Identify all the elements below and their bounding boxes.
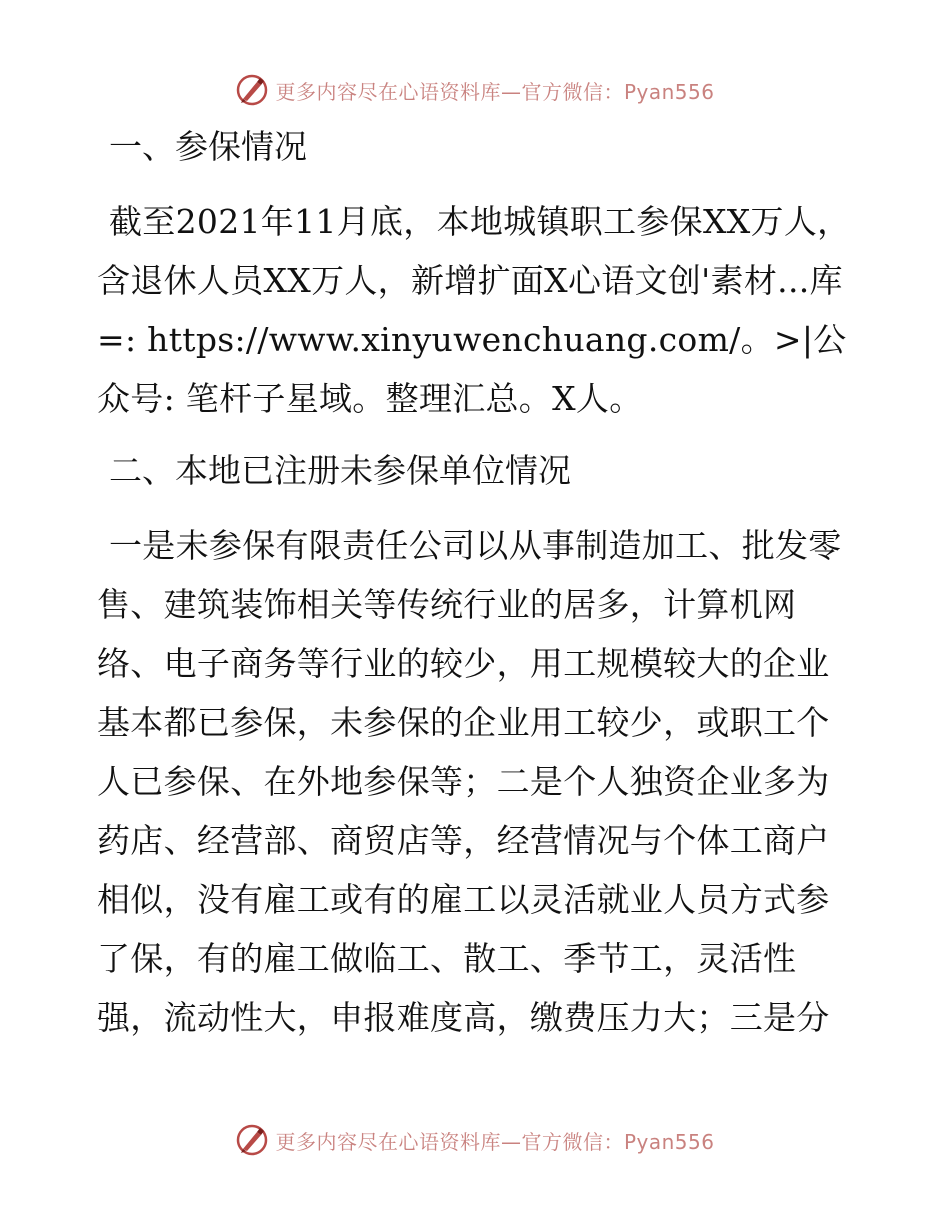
section-heading-unregistered: 二、本地已注册未参保单位情况 [109,451,571,490]
document-body [97,122,857,1065]
section-heading-coverage: 一、参保情况 [109,127,307,166]
watermark-text: 更多内容尽在心语资料库—官方微信：Pyan556 [275,79,715,104]
footer-watermark [0,1120,950,1160]
quill-pen-logo-icon [235,73,269,107]
header-watermark [0,70,950,110]
paragraph-coverage: 截至2021年11月底，本地城镇职工参保XX万人，含退休人员XX万人，新增扩面X心语文创'素材...库=: https://www.xinyuwenchuang.com/。>|公众号: 笔杆子星域。整理汇总。X人。 [97,202,851,418]
paragraph-unregistered: 一是未参保有限责任公司以从事制造加工、批发零售、建筑装饰相关等传统行业的居多，计算机网络、电子商务等行业的较少，用工规模较大的企业基本都已参保，未参保的企业用工较少，或职工个人已参保、在外地参保等；二是个人独资企业多为药店、经营部、商贸店等，经营情况与个体工商户相似，没有雇工或有的雇工以灵活就业人员方式参了保，有的雇工做临工、散工、季节工，灵活性强，流动性大，申报难度高，缴费压力大；三是分 [97,526,842,1037]
watermark-text: 更多内容尽在心语资料库—官方微信：Pyan556 [275,1129,715,1154]
quill-pen-logo-icon [235,1123,269,1157]
